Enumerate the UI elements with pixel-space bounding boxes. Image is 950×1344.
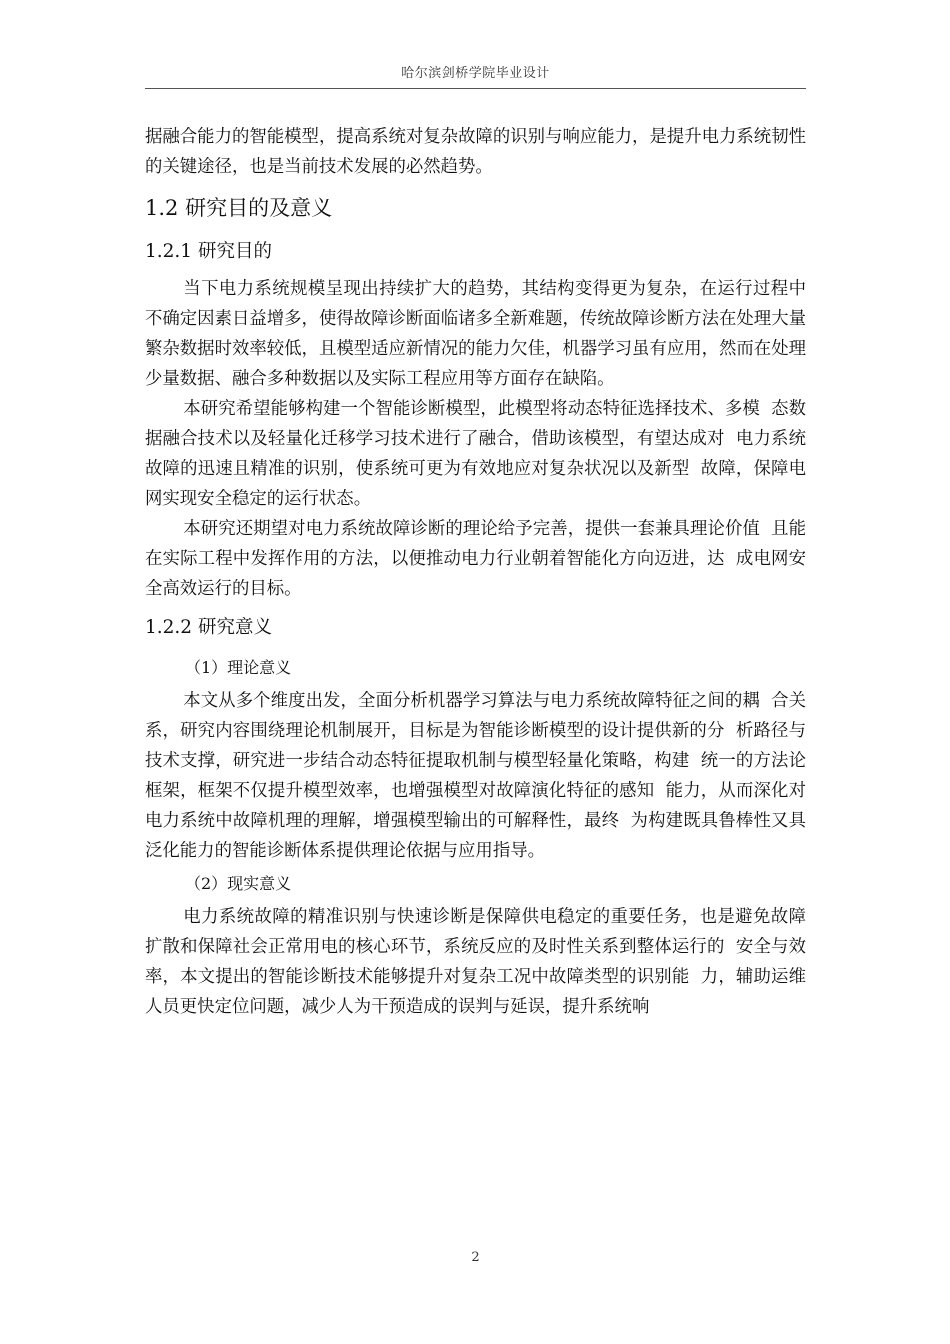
subsection-heading-1-2-1: 1.2.1 研究目的: [145, 241, 272, 262]
practical-significance-paragraph: 电力系统故障的精准识别与快速诊断是保障供电稳定的重要任务，也是避免故障扩散和保障社会正常用电的核心环节，系统反应的及时性关系到整体运行的 安全与效率，本文提出的智能诊断技术能够提升对复杂工况中故障类型的识别能 力，辅助运维人员更快定位问题，减少人为干预造成的误判与延误，提升系统响: [145, 907, 806, 1017]
page-number: 2: [471, 1250, 480, 1265]
purpose-paragraph-2: 本研究希望能够构建一个智能诊断模型，此模型将动态特征选择技术、多模 态数据融合技术以及轻量化迁移学习技术进行了融合，借助该模型，有望达成对 电力系统故障的迅速且精准的识别，使系统可更为有效地应对复杂状况以及新型 故障，保障电网实现安全稳定的运行状态。: [145, 399, 806, 509]
purpose-paragraph-3: 本研究还期望对电力系统故障诊断的理论给予完善，提供一套兼具理论价值 且能在实际工程中发挥作用的方法，以便推动电力行业朝着智能化方向迈进，达 成电网安全高效运行的目标。: [145, 519, 806, 599]
purpose-paragraph-1: 当下电力系统规模呈现出持续扩大的趋势，其结构变得更为复杂，在运行过程中不确定因素日益增多，使得故障诊断面临诸多全新难题，传统故障诊断方法在处理大量繁杂数据时效率较低，且模型适应新情况的能力欠佳，机器学习虽有应用，然而在处理少量数据、融合多种数据以及实际工程应用等方面存在缺陷。: [145, 279, 806, 389]
page-header: 哈尔滨剑桥学院毕业设计: [401, 66, 550, 81]
section-heading-1-2: 1.2 研究目的及意义: [145, 196, 333, 220]
theory-significance-label: （1）理论意义: [185, 658, 292, 677]
subsection-heading-1-2-2: 1.2.2 研究意义: [145, 617, 272, 638]
document-body: [145, 122, 806, 1022]
intro-paragraph: 据融合能力的智能模型，提高系统对复杂故障的识别与响应能力，是提升电力系统韧性的关键途径，也是当前技术发展的必然趋势。: [145, 127, 806, 177]
theory-significance-paragraph: 本文从多个维度出发，全面分析机器学习算法与电力系统故障特征之间的耦 合关系，研究内容围绕理论机制展开，目标是为智能诊断模型的设计提供新的分 析路径与技术支撑，研究进一步结合动态特征提取机制与模型轻量化策略，构建 统一的方法论框架，框架不仅提升模型效率，也增强模型对故障演化特征的感知 能力，从而深化对电力系统中故障机理的理解，增强模型输出的可解释性，最终 为构建既具鲁棒性又具泛化能力的智能诊断体系提供理论依据与应用指导。: [145, 691, 806, 861]
practical-significance-label: （2）现实意义: [185, 874, 292, 893]
header-rule: [145, 88, 806, 89]
